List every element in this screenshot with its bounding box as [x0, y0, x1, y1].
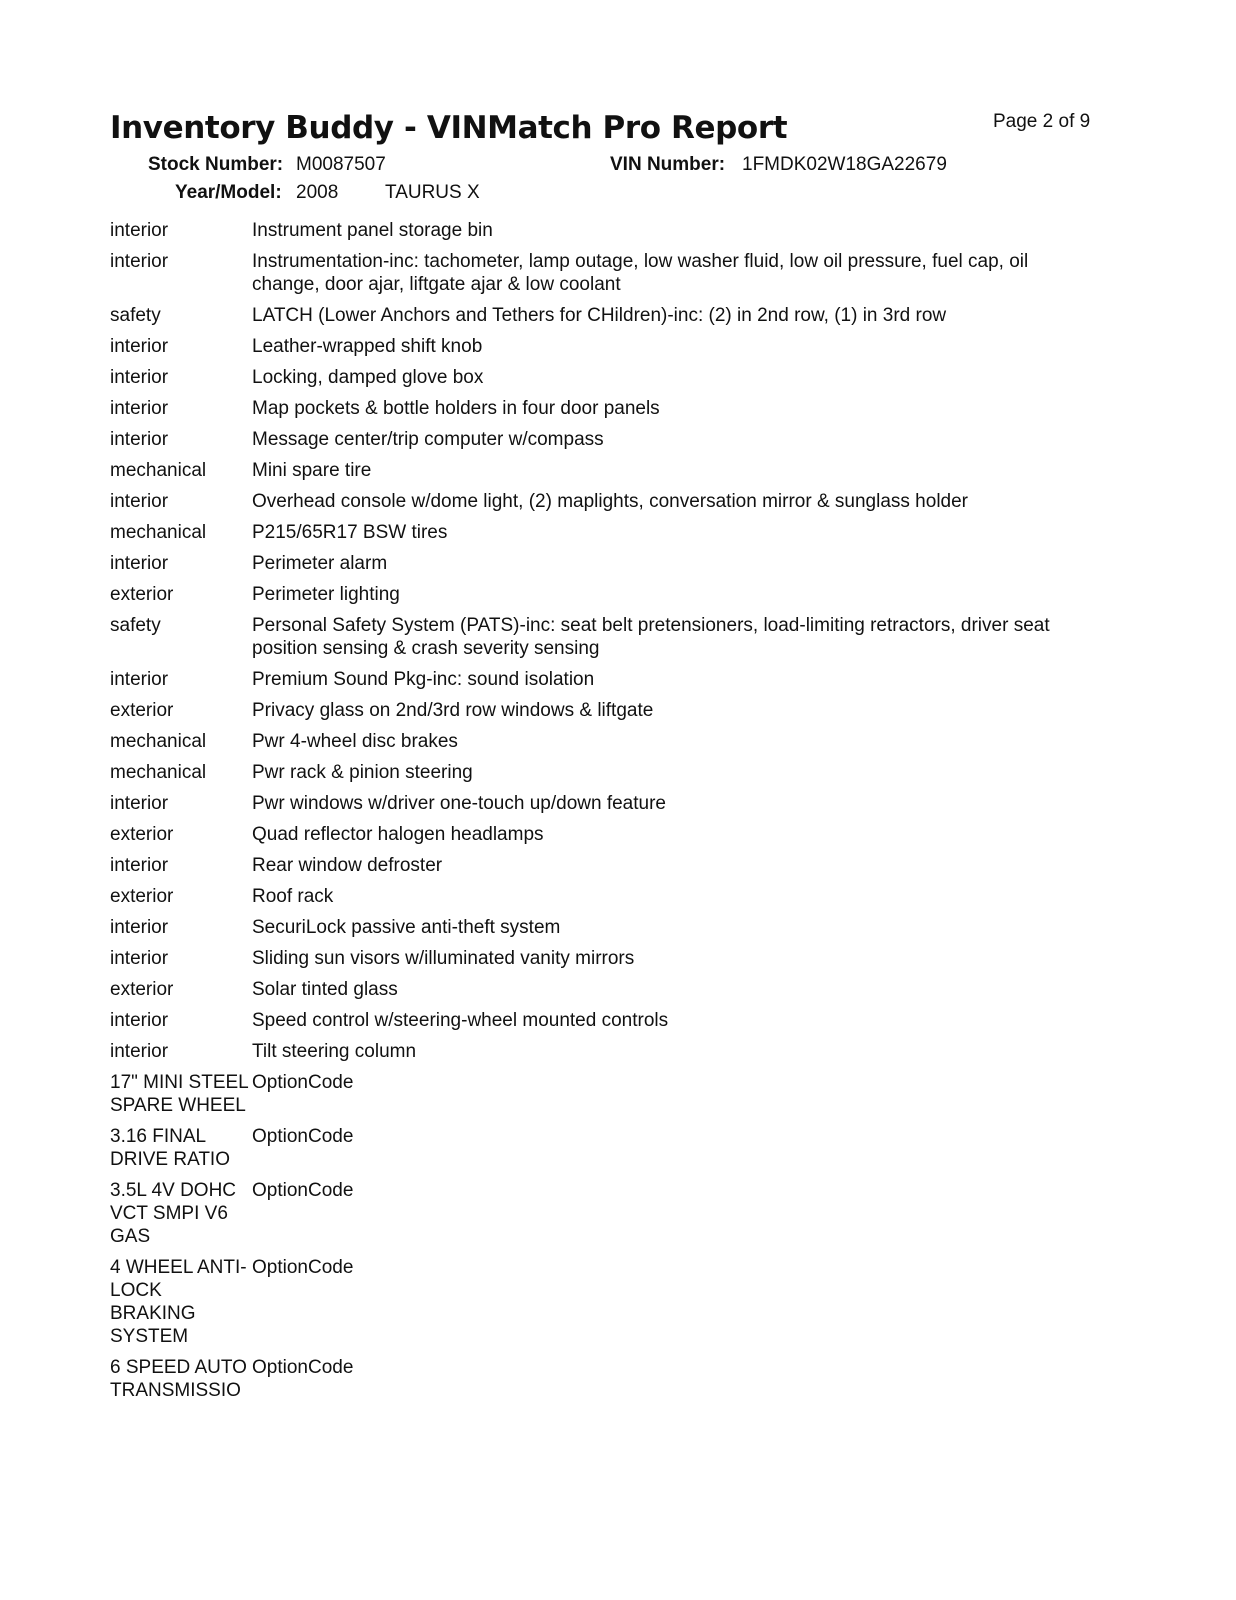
feature-category: interior — [110, 367, 169, 388]
feature-row — [110, 335, 1110, 358]
feature-description: Perimeter lighting — [252, 584, 400, 605]
feature-description: OptionCode — [252, 1126, 354, 1147]
year-model-label: Year/Model: — [175, 182, 282, 203]
feature-description: Premium Sound Pkg-inc: sound isolation — [252, 669, 595, 690]
feature-description: Tilt steering column — [252, 1041, 417, 1062]
feature-row — [110, 219, 1110, 242]
feature-description: Sliding sun visors w/illuminated vanity mirrors — [252, 948, 635, 969]
feature-row — [110, 854, 1110, 877]
feature-description: SecuriLock passive anti-theft system — [252, 917, 561, 938]
feature-category: exterior — [110, 584, 174, 605]
feature-category: interior — [110, 669, 169, 690]
feature-category: interior — [110, 948, 169, 969]
feature-row — [110, 366, 1110, 389]
feature-row — [110, 428, 1110, 451]
feature-category: interior — [110, 553, 169, 574]
feature-category: interior — [110, 429, 169, 450]
feature-row — [110, 1040, 1110, 1063]
feature-description: Quad reflector halogen headlamps — [252, 824, 544, 845]
feature-description: OptionCode — [252, 1357, 354, 1378]
feature-row — [110, 823, 1110, 846]
feature-category: mechanical — [110, 762, 207, 783]
feature-description: Map pockets & bottle holders in four door panels — [252, 398, 660, 419]
feature-category: interior — [110, 251, 169, 272]
feature-category: 3.5L 4V DOHC VCT SMPI V6 GAS — [110, 1180, 237, 1247]
feature-row — [110, 1125, 1110, 1171]
feature-row — [110, 761, 1110, 784]
feature-category: interior — [110, 793, 169, 814]
feature-description: Solar tinted glass — [252, 979, 398, 1000]
feature-description: OptionCode — [252, 1072, 354, 1093]
feature-category: safety — [110, 305, 161, 326]
feature-description: Pwr 4-wheel disc brakes — [252, 731, 458, 752]
feature-row — [110, 1009, 1110, 1032]
vin-number-value: 1FMDK02W18GA22679 — [742, 154, 947, 175]
feature-category: interior — [110, 220, 169, 241]
feature-category: interior — [110, 336, 169, 357]
feature-category: 4 WHEEL ANTI-LOCK BRAKING SYSTEM — [110, 1257, 247, 1347]
feature-description: OptionCode — [252, 1257, 354, 1278]
feature-description: Speed control w/steering-wheel mounted controls — [252, 1010, 669, 1031]
feature-row — [110, 668, 1110, 691]
feature-description: Instrument panel storage bin — [252, 220, 493, 241]
feature-description: Pwr windows w/driver one-touch up/down feature — [252, 793, 666, 814]
feature-row — [110, 1356, 1110, 1402]
feature-description: Instrumentation-inc: tachometer, lamp outage, low washer fluid, low oil pressure, fuel cap, oil change, door ajar, liftgate ajar & low coolant — [252, 251, 1029, 295]
feature-category: interior — [110, 855, 169, 876]
feature-category: safety — [110, 615, 161, 636]
feature-row — [110, 916, 1110, 939]
feature-row — [110, 1071, 1110, 1117]
feature-row — [110, 397, 1110, 420]
feature-category: exterior — [110, 886, 174, 907]
feature-description: P215/65R17 BSW tires — [252, 522, 448, 543]
feature-row — [110, 699, 1110, 722]
feature-category: interior — [110, 1041, 169, 1062]
feature-row — [110, 947, 1110, 970]
feature-category: exterior — [110, 824, 174, 845]
feature-description: Perimeter alarm — [252, 553, 388, 574]
stock-number-value: M0087507 — [296, 154, 386, 175]
feature-row — [110, 1256, 1110, 1348]
feature-category: interior — [110, 1010, 169, 1031]
feature-list — [110, 219, 1110, 1402]
feature-category: 3.16 FINAL DRIVE RATIO — [110, 1126, 230, 1170]
feature-category: interior — [110, 491, 169, 512]
feature-row — [110, 250, 1110, 296]
model-year: 2008 — [296, 182, 339, 203]
feature-category: mechanical — [110, 731, 207, 752]
feature-row — [110, 730, 1110, 753]
feature-category: 6 SPEED AUTO TRANSMISSIO — [110, 1357, 247, 1401]
feature-description: Privacy glass on 2nd/3rd row windows & liftgate — [252, 700, 654, 721]
feature-category: mechanical — [110, 522, 207, 543]
feature-description: Rear window defroster — [252, 855, 443, 876]
feature-description: LATCH (Lower Anchors and Tethers for CHildren)-inc: (2) in 2nd row, (1) in 3rd row — [252, 305, 947, 326]
model-name: TAURUS X — [385, 182, 480, 203]
feature-description: Personal Safety System (PATS)-inc: seat belt pretensioners, load-limiting retractors, driver seat position sensing & crash severity sensing — [252, 615, 1050, 659]
feature-category: interior — [110, 917, 169, 938]
feature-category: interior — [110, 398, 169, 419]
feature-description: Locking, damped glove box — [252, 367, 484, 388]
feature-row — [110, 459, 1110, 482]
stock-number-label: Stock Number: — [148, 154, 284, 175]
feature-category: exterior — [110, 979, 174, 1000]
feature-row — [110, 304, 1110, 327]
feature-description: Overhead console w/dome light, (2) maplights, conversation mirror & sunglass holder — [252, 491, 968, 512]
feature-row — [110, 583, 1110, 606]
feature-category: mechanical — [110, 460, 207, 481]
feature-category: 17" MINI STEEL SPARE WHEEL — [110, 1072, 249, 1116]
page-number: Page 2 of 9 — [993, 111, 1091, 132]
feature-row — [110, 521, 1110, 544]
report-title: Inventory Buddy - VINMatch Pro Report — [110, 110, 788, 146]
vin-number-label: VIN Number: — [610, 154, 726, 175]
feature-category: exterior — [110, 700, 174, 721]
feature-row — [110, 978, 1110, 1001]
feature-row — [110, 1179, 1110, 1248]
feature-description: Leather-wrapped shift knob — [252, 336, 483, 357]
feature-description: Roof rack — [252, 886, 334, 907]
feature-row — [110, 792, 1110, 815]
feature-description: Message center/trip computer w/compass — [252, 429, 604, 450]
feature-row — [110, 885, 1110, 908]
feature-description: Pwr rack & pinion steering — [252, 762, 473, 783]
feature-description: OptionCode — [252, 1180, 354, 1201]
feature-row — [110, 490, 1110, 513]
feature-row — [110, 614, 1110, 660]
feature-row — [110, 552, 1110, 575]
feature-description: Mini spare tire — [252, 460, 372, 481]
